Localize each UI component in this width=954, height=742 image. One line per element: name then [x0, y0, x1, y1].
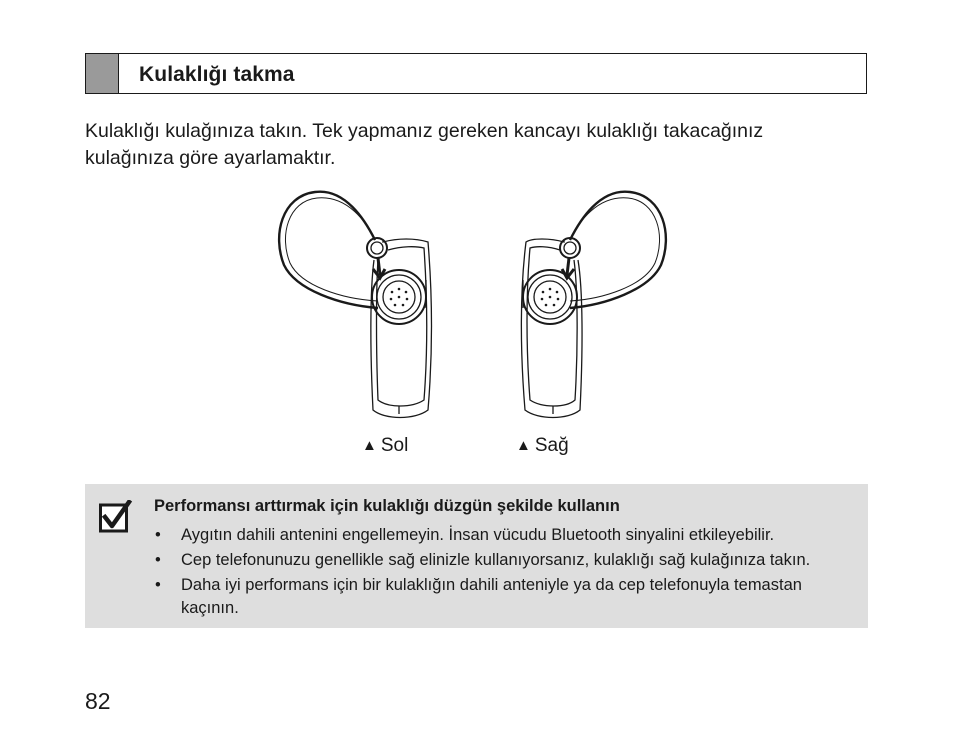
left-headset-image — [279, 192, 431, 418]
note-title: Performansı arttırmak için kulaklığı düzgün şekilde kullanın — [154, 497, 620, 515]
triangle-up-icon: ▲ — [516, 437, 531, 454]
left-caption — [362, 435, 408, 457]
note-box — [85, 484, 868, 628]
intro-line-2: kulağınıza göre ayarlamaktır. — [85, 147, 336, 169]
note-item-text: Cep telefonunuzu genellikle sağ elinizle kullanıyorsanız, kulaklığı sağ kulağınıza takın. — [181, 551, 811, 569]
note-item — [154, 524, 864, 547]
note-list — [154, 524, 864, 622]
triangle-up-icon: ▲ — [362, 437, 377, 454]
section-title: Kulaklığı takma — [139, 63, 295, 86]
bullet-icon: • — [155, 526, 161, 544]
bullet-icon: • — [155, 576, 161, 594]
note-item-text: Daha iyi performans için bir kulaklığın dahili anteniyle ya da cep telefonuyla temastan kaçının. — [181, 576, 802, 617]
bullet-icon: • — [155, 551, 161, 569]
right-caption — [516, 435, 569, 457]
note-item — [154, 549, 864, 572]
intro-line-1: Kulaklığı kulağınıza takın. Tek yapmanız gereken kancayı kulaklığı takacağınız — [85, 120, 764, 142]
checkbox-check-icon — [99, 500, 135, 534]
section-tab-marker — [86, 54, 119, 93]
section-header — [85, 53, 867, 94]
note-item-text: Aygıtın dahili antenini engellemeyin. İnsan vücudu Bluetooth sinyalini etkileyebilir. — [181, 526, 775, 544]
right-caption-text: Sağ — [534, 435, 569, 456]
page-number: 82 — [85, 688, 111, 714]
left-caption-text: Sol — [380, 435, 409, 456]
headset-illustration — [270, 180, 690, 430]
note-item — [154, 574, 864, 620]
intro-paragraph — [85, 118, 875, 172]
right-headset-image — [521, 192, 666, 418]
